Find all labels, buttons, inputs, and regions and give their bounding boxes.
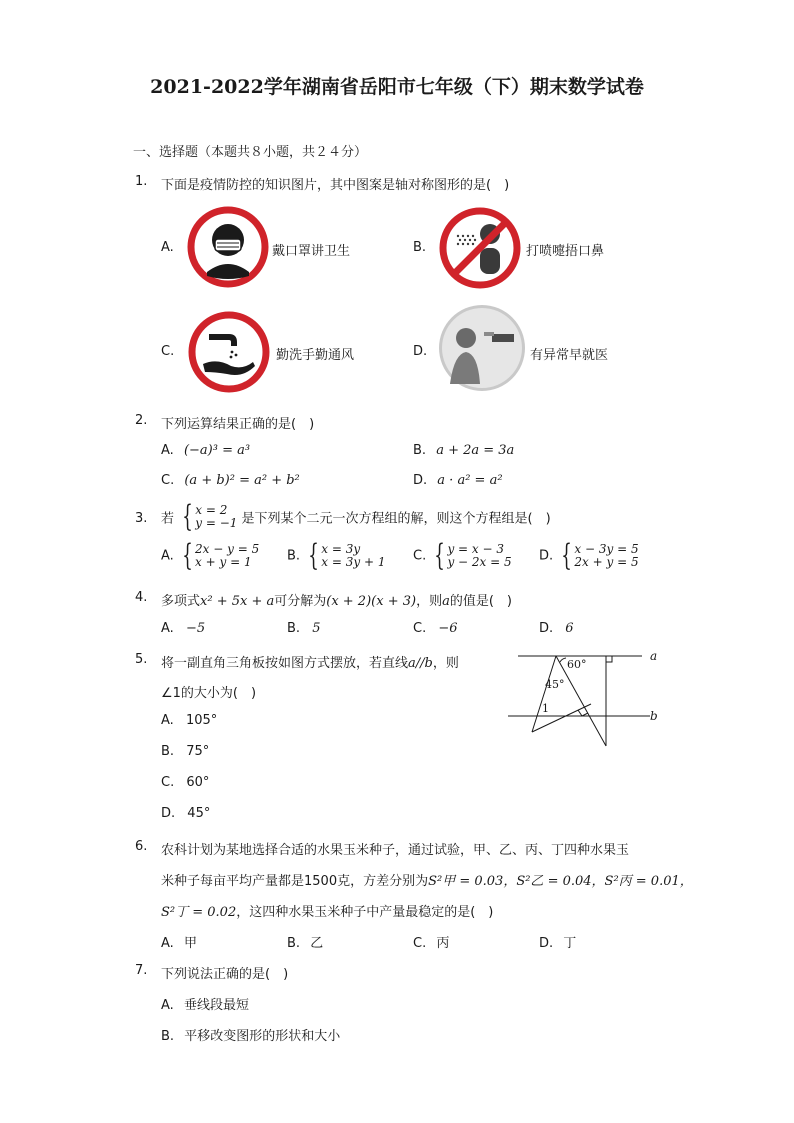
q4-option-d-letter: D.	[539, 621, 554, 636]
q5-option-d[interactable]	[161, 806, 210, 821]
question-5-number: 5.	[135, 652, 148, 667]
q7-option-b-value: 平移改变图形的形状和大小	[184, 1029, 341, 1044]
question-3-number: 3.	[135, 511, 148, 526]
q6-option-b-letter: B.	[287, 936, 301, 951]
q7-option-a-letter: A.	[161, 998, 174, 1013]
q1-option-b-letter[interactable]: B.	[413, 240, 427, 255]
q3-b-bottom: x = 3y + 1	[321, 555, 386, 569]
q6-line2-a: 米种子每亩平均产量都是1500克，方差分别为	[161, 874, 429, 889]
q5-option-c[interactable]	[161, 775, 209, 790]
figure-angle-45: 45°	[545, 678, 565, 691]
q1-option-c-letter[interactable]: C.	[161, 344, 175, 359]
q4-option-a-expr: −5	[185, 621, 206, 636]
q3-c-bottom: y − 2x = 5	[447, 555, 512, 569]
q5-option-b-letter: B.	[161, 744, 175, 759]
q4-option-d[interactable]	[539, 621, 574, 636]
q6-option-a-value: 甲	[183, 936, 197, 951]
q3-option-c-letter: C.	[413, 548, 427, 564]
q5-line1-b: ，则	[432, 656, 459, 671]
q5-figure	[500, 646, 670, 750]
section-heading: 一、选择题（本题共８小题，共２４分）	[133, 145, 368, 160]
figure-line-a: a	[650, 649, 658, 663]
q2-option-d-expr: a · a² = a²	[437, 473, 503, 488]
q7-option-b[interactable]	[161, 1025, 340, 1044]
figure-angle-60: 60°	[567, 658, 587, 671]
q2-option-b-letter: B.	[413, 443, 427, 458]
question-4-number: 4.	[135, 590, 148, 605]
question-2-text: 下列运算结果正确的是( )	[161, 417, 315, 432]
question-6-line-1: 农科计划为某地选择合适的水果玉米种子，通过试验，甲、乙、丙、丁四种水果玉	[161, 843, 630, 858]
q3-c-top: y = x − 3	[447, 542, 505, 556]
q2-option-a-expr: (−a)³ = a³	[183, 443, 251, 458]
q6-line3-expr: S²丁 = 0.02	[161, 905, 237, 920]
q2-option-d[interactable]	[413, 473, 503, 488]
question-6-line-2	[161, 870, 693, 889]
q6-option-b[interactable]	[287, 932, 323, 951]
question-1-number: 1.	[135, 174, 148, 189]
q6-option-b-value: 乙	[310, 936, 324, 951]
q4-option-b[interactable]	[287, 621, 320, 636]
q1-option-a-caption: 戴口罩讲卫生	[272, 244, 351, 259]
question-3-text	[161, 499, 551, 534]
q6-option-a[interactable]	[161, 932, 197, 951]
q6-line2-expr: S²甲 = 0.03，S²乙 = 0.04，S²丙 = 0.01，	[428, 874, 693, 889]
q4-text-c: ，则	[416, 594, 443, 609]
q1-option-d-letter[interactable]: D.	[413, 344, 428, 359]
q6-option-d-value: 丁	[563, 936, 577, 951]
q4-expr-b: (x + 2)(x + 3)	[326, 594, 417, 609]
q1-option-a-letter[interactable]: A.	[161, 240, 174, 255]
q3-option-b-letter: B.	[287, 548, 301, 564]
q5-option-d-letter: D.	[161, 806, 176, 821]
q4-option-c[interactable]	[413, 621, 458, 636]
brace-icon: {	[434, 538, 446, 573]
mask-person-icon	[187, 206, 269, 288]
brace-icon: {	[182, 499, 193, 534]
q5-option-d-value: 45°	[187, 806, 211, 821]
q4-expr-a: x² + 5x + a	[200, 594, 275, 609]
q5-option-a-value: 105°	[185, 713, 218, 728]
q7-option-a-value: 垂线段最短	[183, 998, 249, 1013]
q7-option-a[interactable]	[161, 994, 249, 1013]
q1-option-d-caption: 有异常早就医	[530, 348, 609, 363]
q6-option-d[interactable]	[539, 932, 576, 951]
q3-sys-bottom: y = −1	[195, 516, 238, 530]
question-4-text	[161, 590, 512, 609]
question-5-line-2: ∠1的大小为( )	[161, 686, 257, 701]
q2-option-d-letter: D.	[413, 473, 428, 488]
q2-option-a-letter: A.	[161, 443, 174, 458]
q4-option-a-letter: A.	[161, 621, 174, 636]
no-sneeze-icon	[438, 206, 522, 290]
q3-option-d[interactable]	[539, 538, 639, 573]
q3-suffix: 是下列某个二元一次方程组的解，则这个方程组是( )	[241, 511, 551, 527]
q3-option-a-letter: A.	[161, 548, 174, 564]
q5-line1-expr: a//b	[408, 656, 433, 671]
q2-option-b[interactable]	[413, 443, 514, 458]
question-6-number: 6.	[135, 839, 148, 854]
q1-option-c-caption: 勤洗手勤通风	[276, 348, 355, 363]
q5-line1-a: 将一副直角三角板按如图方式摆放，若直线	[161, 656, 409, 671]
q2-option-b-expr: a + 2a = 3a	[436, 443, 515, 458]
q5-option-b-value: 75°	[186, 744, 210, 759]
figure-line-b: b	[650, 709, 658, 723]
q5-option-a-letter: A.	[161, 713, 174, 728]
q4-option-c-expr: −6	[438, 621, 458, 636]
q4-option-d-expr: 6	[565, 621, 574, 636]
question-5-line-1	[161, 652, 459, 671]
q4-option-c-letter: C.	[413, 621, 427, 636]
q6-option-d-letter: D.	[539, 936, 554, 951]
hand-wash-icon	[187, 310, 271, 394]
q4-text-d: 的值是( )	[449, 594, 512, 609]
q3-a-bottom: x + y = 1	[195, 555, 252, 569]
brace-icon: {	[182, 538, 193, 573]
question-7-text: 下列说法正确的是( )	[161, 967, 289, 982]
question-6-line-3	[161, 901, 493, 920]
q3-solution-system	[178, 499, 238, 534]
q3-sys-top: x = 2	[195, 503, 228, 517]
question-2-number: 2.	[135, 413, 148, 428]
q2-option-c-expr: (a + b)² = a² + b²	[184, 473, 300, 488]
q3-option-d-letter: D.	[539, 548, 554, 564]
brace-icon: {	[308, 538, 320, 573]
q2-option-a[interactable]	[161, 443, 250, 458]
question-1-text: 下面是疫情防控的知识图片，其中图案是轴对称图形的是( )	[161, 178, 510, 193]
q5-option-c-letter: C.	[161, 775, 175, 790]
q1-option-b-caption: 打喷嚏捂口鼻	[526, 244, 605, 259]
q5-option-b[interactable]	[161, 744, 209, 759]
q4-expr-c: a	[442, 594, 450, 609]
q4-option-b-expr: 5	[312, 621, 321, 636]
q4-option-b-letter: B.	[287, 621, 301, 636]
q6-line3-b: ，这四种水果玉米种子中产量最稳定的是( )	[236, 905, 494, 920]
q3-d-top: x − 3y = 5	[574, 542, 639, 556]
q5-option-c-value: 60°	[186, 775, 210, 790]
q3-a-top: 2x − y = 5	[195, 542, 260, 556]
q3-option-b[interactable]	[287, 538, 386, 573]
q4-text-a: 多项式	[161, 594, 201, 609]
q6-option-c-letter: C.	[413, 936, 427, 951]
figure-angle-1: 1	[542, 702, 549, 715]
q2-option-c[interactable]	[161, 473, 300, 488]
q3-option-c[interactable]	[413, 538, 512, 573]
question-7-number: 7.	[135, 963, 148, 978]
page-title: 2021-2022学年湖南省岳阳市七年级（下）期末数学试卷	[150, 76, 644, 98]
q2-option-c-letter: C.	[161, 473, 175, 488]
q6-option-c-value: 丙	[436, 936, 450, 951]
q6-option-a-letter: A.	[161, 936, 174, 951]
thermometer-check-icon	[436, 302, 528, 394]
q4-option-a[interactable]	[161, 621, 205, 636]
q3-b-top: x = 3y	[321, 542, 361, 556]
q5-option-a[interactable]	[161, 713, 217, 728]
q3-option-a[interactable]	[161, 538, 260, 573]
q4-text-b: 可分解为	[274, 594, 327, 609]
brace-icon: {	[561, 538, 573, 573]
q3-d-bottom: 2x + y = 5	[574, 555, 639, 569]
q7-option-b-letter: B.	[161, 1029, 175, 1044]
q3-prefix: 若	[161, 511, 175, 527]
q6-option-c[interactable]	[413, 932, 449, 951]
